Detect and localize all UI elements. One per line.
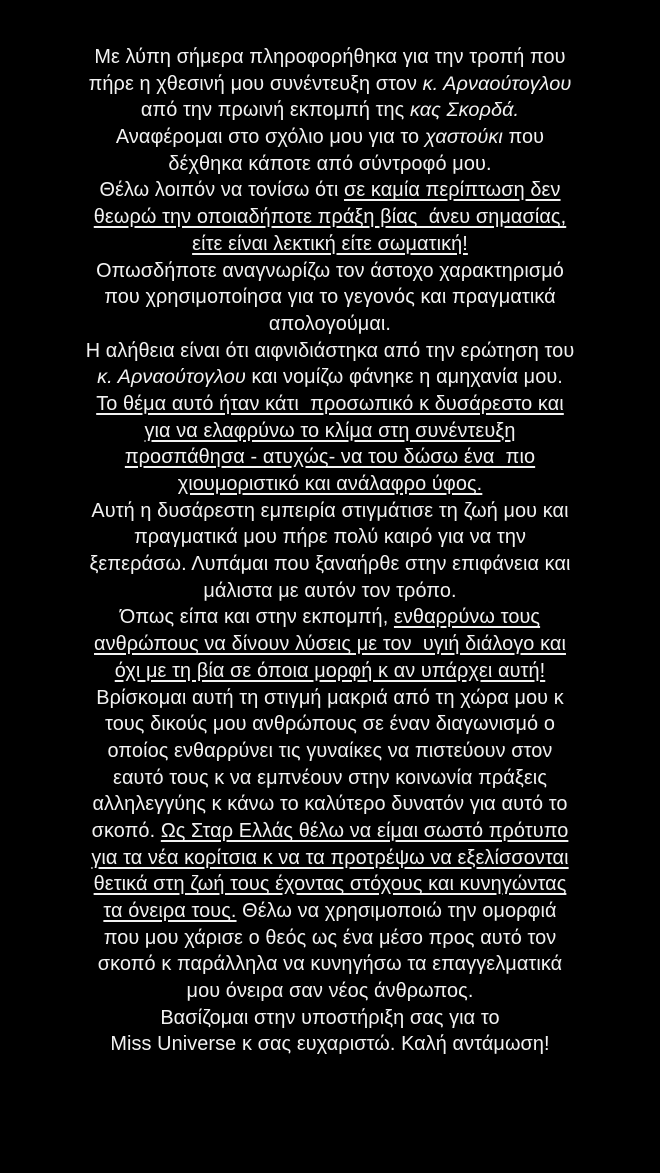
statement-line: [0, 391, 660, 418]
underlined-text: είτε είναι λεκτική είτε σωματική!: [192, 232, 468, 255]
underlined-text: Ως Σταρ Ελλάς θέλω να είμαι σωστό πρότυπο: [160, 819, 569, 842]
statement-line: [0, 551, 660, 578]
story-statement-text: [0, 44, 660, 1058]
underlined-text: Το θέμα αυτό ήταν κάτι προσωπικό κ δυσάρεστο και: [96, 392, 564, 415]
statement-line: [0, 258, 660, 285]
statement-text: μάλιστα με αυτόν τον τρόπο.: [203, 579, 457, 602]
statement-line: [0, 1005, 660, 1032]
statement-line: [0, 97, 660, 124]
statement-text: πήρε η χθεσινή μου συνέντευξη στον: [88, 72, 423, 95]
underlined-text: για να ελαφρύνω το κλίμα στη συνέντευξη: [144, 419, 516, 442]
statement-text: που χρησιμοποίησα για το γεγονός και πραγματικά: [104, 286, 556, 309]
statement-text: που: [502, 126, 545, 149]
statement-line: [0, 845, 660, 872]
statement-line: [0, 444, 660, 471]
underlined-text: ενθαρρύνω τους: [393, 606, 541, 629]
statement-text: τους δικούς μου ανθρώπους σε έναν διαγωνισμό ο: [105, 713, 555, 736]
statement-line: [0, 818, 660, 845]
underlined-text: χιουμοριστικό και ανάλαφρο ύφος.: [177, 473, 483, 495]
statement-text: απολογούμαι.: [268, 312, 392, 335]
statement-text: και νομίζω φάνηκε η αμηχανία μου.: [245, 366, 563, 389]
statement-line: [0, 925, 660, 952]
statement-line: [0, 738, 660, 765]
statement-line: [0, 498, 660, 525]
underlined-text: προσπάθησα - ατυχώς- να του δώσω ένα πιο: [124, 446, 536, 469]
statement-text: οποίος ενθαρρύνει τις γυναίκες να πιστεύουν στον: [107, 739, 553, 762]
underlined-text: ανθρώπους να δίνουν λύσεις με τον υγιή διάλογο και: [94, 633, 566, 656]
statement-text: Miss Universe κ σας ευχαριστώ. Καλή αντάμωση!: [110, 1033, 550, 1056]
statement-text: σκοπό κ παράλληλα να κυνηγήσω τα επαγγελματικά: [97, 953, 563, 976]
italic-text: κ. Αρναούτογλου: [97, 366, 246, 389]
statement-line: [0, 791, 660, 818]
statement-line: [0, 871, 660, 898]
statement-line: [0, 604, 660, 631]
statement-text: Αναφέρομαι στο σχόλιο μου για το: [115, 126, 425, 149]
statement-text: Αυτή η δυσάρεστη εμπειρία στιγμάτισε τη ζωή μου και: [91, 499, 569, 522]
statement-line: [0, 685, 660, 712]
statement-line: [0, 364, 660, 391]
statement-line: [0, 898, 660, 925]
italic-text: κ. Αρναούτογλου: [422, 72, 572, 95]
statement-line: [0, 524, 660, 551]
statement-line: [0, 418, 660, 445]
statement-line: [0, 71, 660, 98]
underlined-text: για τα νέα κορίτσια κ να τα προτρέψω να εξελίσσονται: [91, 846, 569, 869]
statement-text: μου όνειρα σαν νέος άνθρωπος.: [186, 980, 474, 1003]
statement-line: [0, 631, 660, 658]
statement-text: πραγματικά μου πήρε πολύ καιρό για να την: [133, 526, 527, 549]
statement-text: αλληλεγγύης κ κάνω το καλύτερο δυνατόν για αυτό το: [92, 793, 568, 816]
statement-line: [0, 1031, 660, 1058]
statement-text: σκοπό.: [91, 819, 161, 842]
statement-line: [0, 311, 660, 338]
statement-text: δέχθηκα κάποτε από σύντροφό μου.: [168, 152, 492, 175]
statement-text: εαυτό τους κ να εμπνέουν στην κοινωνία πράξεις: [113, 766, 547, 789]
statement-line: [0, 578, 660, 605]
statement-line: [0, 711, 660, 738]
underlined-text: θεωρώ την οποιαδήποτε πράξη βίας άνευ σημασίας,: [93, 206, 567, 229]
statement-line: [0, 204, 660, 231]
statement-text: από την πρωινή εκπομπή της: [140, 99, 410, 122]
underlined-text: σε καμία περίπτωση δεν: [343, 179, 561, 202]
statement-line: [0, 177, 660, 204]
statement-text: που μου χάρισε ο θεός ως ένα μέσο προς αυτό τον: [103, 926, 557, 949]
statement-line: [0, 951, 660, 978]
statement-text: Βρίσκομαι αυτή τη στιγμή μακριά από τη χώρα μου κ: [96, 686, 564, 709]
statement-text: Η αλήθεια είναι ότι αιφνιδιάστηκα από την ερώτηση του: [85, 339, 575, 362]
statement-line: [0, 471, 660, 498]
statement-text: Όπως είπα και στην εκπομπή,: [119, 606, 394, 629]
italic-text: κας Σκορδά.: [409, 99, 520, 122]
statement-text: Με λύπη σήμερα πληροφορήθηκα για την τροπή που: [94, 46, 566, 68]
statement-line: [0, 44, 660, 71]
underlined-text: τα όνειρα τους.: [103, 900, 237, 922]
statement-line: [0, 284, 660, 311]
statement-text: Βασίζομαι στην υποστήριξη σας για το: [160, 1006, 500, 1029]
underlined-text: όχι με τη βία σε όποια μορφή κ αν υπάρχει αυτή!: [114, 659, 546, 682]
statement-text: Θέλω να χρησιμοποιώ την ομορφιά: [236, 900, 557, 922]
statement-text: Οπωσδήποτε αναγνωρίζω τον άστοχο χαρακτηρισμό: [96, 259, 564, 282]
statement-line: [0, 658, 660, 685]
italic-text: χαστούκι: [424, 126, 503, 149]
statement-line: [0, 124, 660, 151]
statement-text: Θέλω λοιπόν να τονίσω ότι: [99, 179, 344, 202]
statement-text: ξεπεράσω. Λυπάμαι που ξαναήρθε στην επιφάνεια και: [89, 553, 571, 576]
statement-line: [0, 231, 660, 258]
statement-line: [0, 338, 660, 365]
statement-line: [0, 765, 660, 792]
statement-line: [0, 151, 660, 178]
statement-line: [0, 978, 660, 1005]
underlined-text: θετικά στη ζωή τους έχοντας στόχους και κυνηγώντας: [93, 873, 567, 896]
